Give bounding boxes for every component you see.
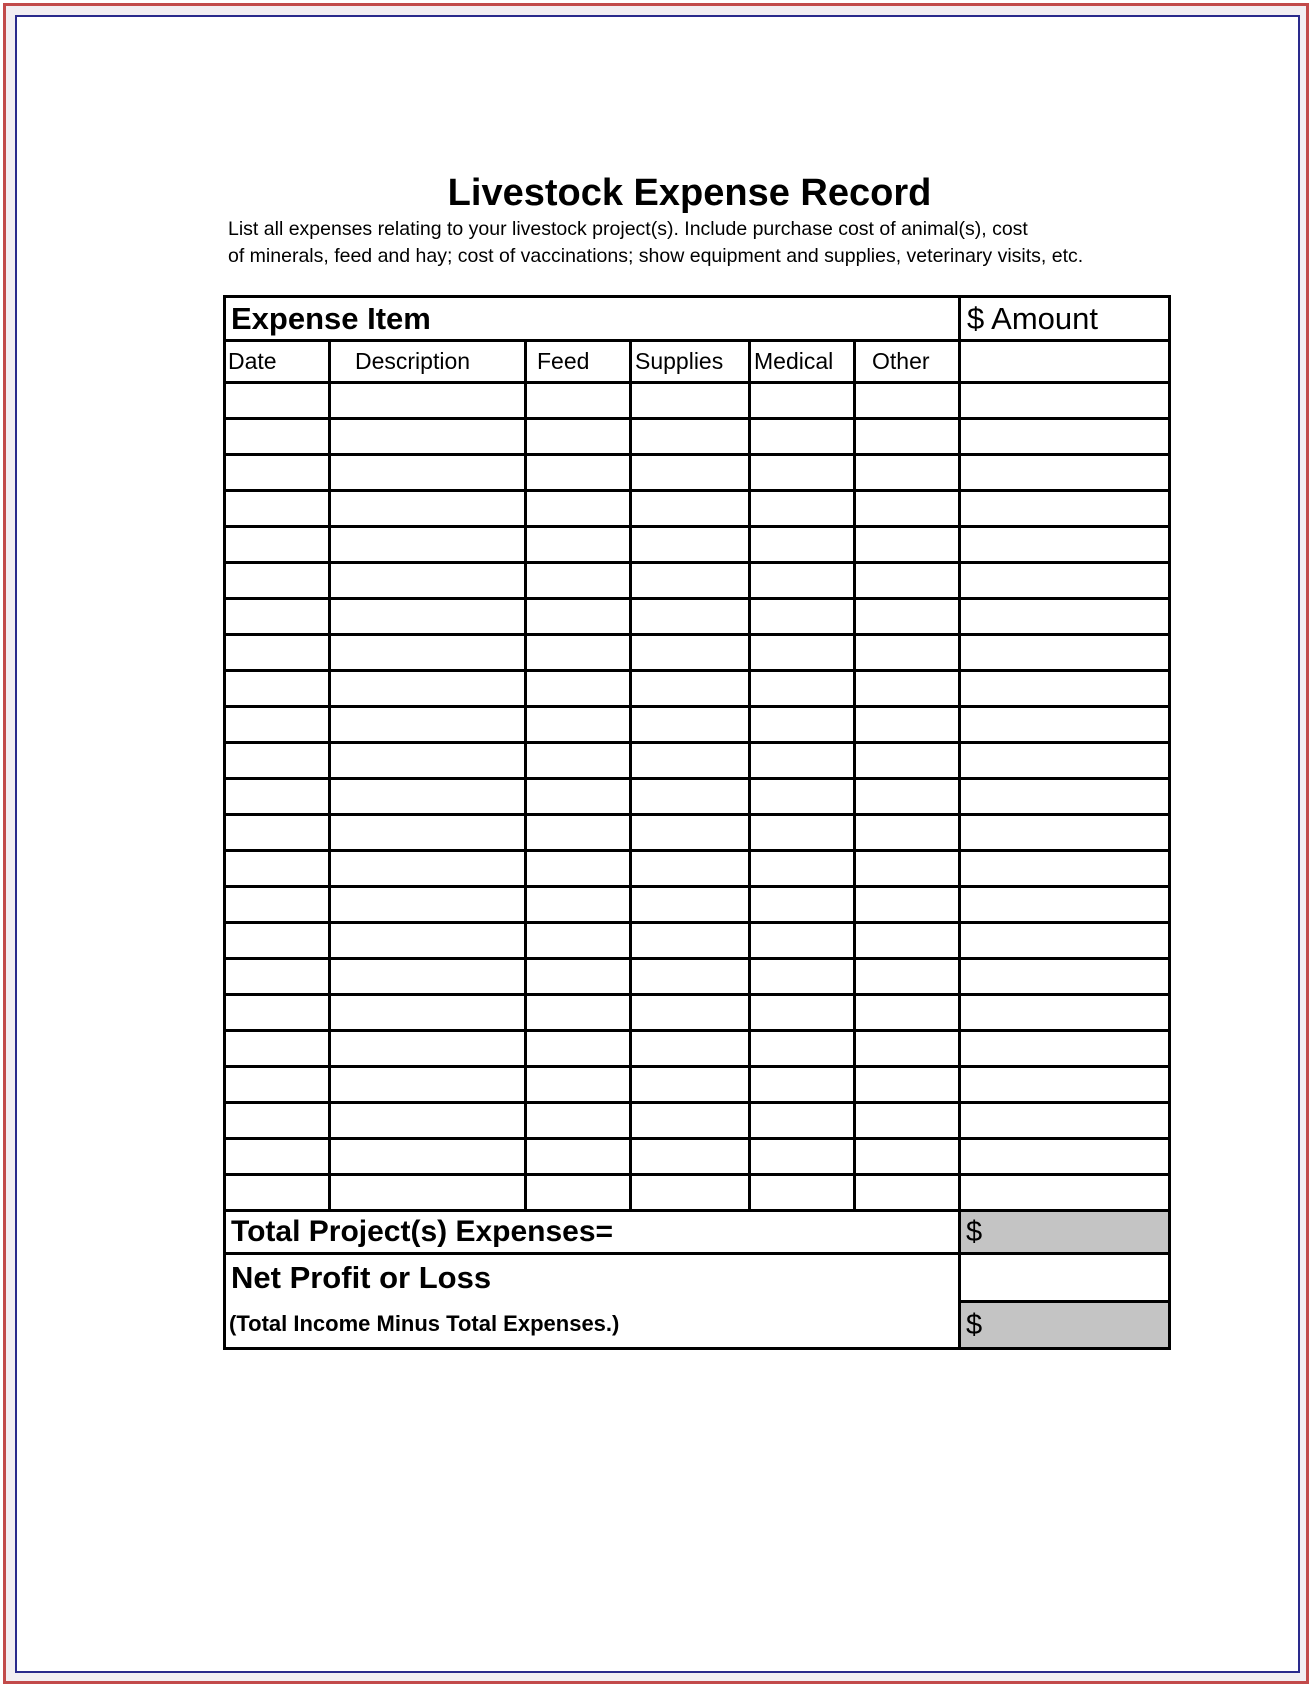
cell-feed[interactable] [526,455,631,491]
cell-medical[interactable] [750,923,855,959]
cell-other[interactable] [855,419,960,455]
cell-amount[interactable] [960,419,1170,455]
cell-description[interactable] [330,455,526,491]
cell-supplies[interactable] [631,959,750,995]
cell-feed[interactable] [526,491,631,527]
column-header-row [225,341,1170,383]
cell-description[interactable] [330,1175,526,1211]
cell-other[interactable] [855,707,960,743]
cell-feed[interactable] [526,851,631,887]
cell-supplies[interactable] [631,419,750,455]
cell-amount[interactable] [960,491,1170,527]
cell-description[interactable] [330,707,526,743]
cell-description[interactable] [330,1103,526,1139]
cell-feed[interactable] [526,635,631,671]
cell-other[interactable] [855,887,960,923]
cell-description[interactable] [330,419,526,455]
table-row [225,671,1170,707]
cell-other[interactable] [855,527,960,563]
cell-other[interactable] [855,1067,960,1103]
cell-date[interactable] [225,1103,330,1139]
cell-description[interactable] [330,563,526,599]
table-row [225,923,1170,959]
table-row [225,995,1170,1031]
cell-other[interactable] [855,995,960,1031]
cell-date[interactable] [225,635,330,671]
cell-date[interactable] [225,707,330,743]
table-row [225,599,1170,635]
column-amount [960,341,1170,383]
cell-medical[interactable] [750,419,855,455]
cell-supplies[interactable] [631,635,750,671]
cell-feed[interactable] [526,563,631,599]
cell-amount[interactable] [960,743,1170,779]
cell-other[interactable] [855,599,960,635]
cell-feed[interactable] [526,959,631,995]
cell-medical[interactable] [750,995,855,1031]
cell-feed[interactable] [526,527,631,563]
cell-date[interactable] [225,815,330,851]
expense-item-header: Expense Item [225,297,960,341]
cell-date[interactable] [225,1067,330,1103]
cell-medical[interactable] [750,563,855,599]
header-row [225,297,1170,341]
instructions-line-2: of minerals, feed and hay; cost of vaccinations; show equipment and supplies, veterinary visits, etc. [228,245,1084,267]
amount-header: $ Amount [960,297,1170,341]
table-row [225,743,1170,779]
cell-feed[interactable] [526,671,631,707]
cell-supplies[interactable] [631,1175,750,1211]
table-row [225,851,1170,887]
cell-other[interactable] [855,923,960,959]
cell-description[interactable] [330,1031,526,1067]
cell-medical[interactable] [750,959,855,995]
cell-supplies[interactable] [631,995,750,1031]
cell-feed[interactable] [526,707,631,743]
cell-description[interactable] [330,1067,526,1103]
cell-description[interactable] [330,671,526,707]
cell-date[interactable] [225,455,330,491]
net-profit-spacer [960,1254,1170,1302]
cell-feed[interactable] [526,779,631,815]
net-profit-label: Net Profit or Loss [225,1254,960,1302]
cell-feed[interactable] [526,995,631,1031]
cell-amount[interactable] [960,671,1170,707]
cell-description[interactable] [330,959,526,995]
cell-date[interactable] [225,491,330,527]
cell-other[interactable] [855,1175,960,1211]
column-feed: Feed [526,341,631,383]
cell-date[interactable] [225,563,330,599]
cell-amount[interactable] [960,707,1170,743]
cell-supplies[interactable] [631,671,750,707]
cell-date[interactable] [225,1031,330,1067]
cell-date[interactable] [225,383,330,419]
cell-supplies[interactable] [631,491,750,527]
table-row [225,563,1170,599]
cell-date[interactable] [225,419,330,455]
cell-supplies[interactable] [631,1103,750,1139]
cell-date[interactable] [225,1175,330,1211]
cell-description[interactable] [330,923,526,959]
cell-description[interactable] [330,887,526,923]
cell-other[interactable] [855,455,960,491]
cell-supplies[interactable] [631,743,750,779]
cell-amount[interactable] [960,815,1170,851]
cell-medical[interactable] [750,383,855,419]
cell-amount[interactable] [960,851,1170,887]
cell-other[interactable] [855,635,960,671]
cell-amount[interactable] [960,599,1170,635]
table-row [225,1067,1170,1103]
cell-date[interactable] [225,671,330,707]
net-profit-amount[interactable]: $ [960,1302,1170,1349]
cell-amount[interactable] [960,995,1170,1031]
column-date: Date [225,341,330,383]
cell-amount[interactable] [960,1067,1170,1103]
cell-description[interactable] [330,779,526,815]
cell-feed[interactable] [526,1067,631,1103]
cell-supplies[interactable] [631,851,750,887]
column-other: Other [855,341,960,383]
cell-medical[interactable] [750,491,855,527]
table-row [225,1103,1170,1139]
cell-description[interactable] [330,383,526,419]
cell-amount[interactable] [960,923,1170,959]
cell-other[interactable] [855,851,960,887]
cell-other[interactable] [855,959,960,995]
cell-amount[interactable] [960,455,1170,491]
total-expenses-label: Total Project(s) Expenses= [225,1211,960,1254]
cell-amount[interactable] [960,635,1170,671]
cell-feed[interactable] [526,1031,631,1067]
cell-supplies[interactable] [631,779,750,815]
cell-supplies[interactable] [631,923,750,959]
cell-medical[interactable] [750,1031,855,1067]
cell-supplies[interactable] [631,707,750,743]
table-row [225,959,1170,995]
net-row [225,1254,1170,1302]
cell-supplies[interactable] [631,1031,750,1067]
cell-date[interactable] [225,923,330,959]
cell-medical[interactable] [750,779,855,815]
cell-other[interactable] [855,383,960,419]
cell-medical[interactable] [750,527,855,563]
cell-other[interactable] [855,563,960,599]
table-row [225,527,1170,563]
cell-other[interactable] [855,671,960,707]
cell-supplies[interactable] [631,1139,750,1175]
table-row [225,419,1170,455]
cell-feed[interactable] [526,923,631,959]
instructions-line-1: List all expenses relating to your livestock project(s). Include purchase cost of animal(s), cost [228,218,1028,240]
cell-amount[interactable] [960,563,1170,599]
page-title: Livestock Expense Record [447,172,932,214]
cell-feed[interactable] [526,815,631,851]
column-description: Description [330,341,526,383]
table-row [225,1175,1170,1211]
table-row [225,707,1170,743]
cell-description[interactable] [330,527,526,563]
cell-medical[interactable] [750,707,855,743]
total-expenses-amount[interactable]: $ [960,1211,1170,1254]
cell-medical[interactable] [750,1067,855,1103]
cell-amount[interactable] [960,1031,1170,1067]
cell-date[interactable] [225,851,330,887]
cell-supplies[interactable] [631,815,750,851]
cell-feed[interactable] [526,599,631,635]
cell-description[interactable] [330,599,526,635]
cell-feed[interactable] [526,743,631,779]
cell-feed[interactable] [526,1139,631,1175]
cell-feed[interactable] [526,1175,631,1211]
net-sub-row [225,1302,1170,1349]
cell-medical[interactable] [750,743,855,779]
cell-feed[interactable] [526,1103,631,1139]
cell-amount[interactable] [960,1175,1170,1211]
table-row [225,1031,1170,1067]
cell-medical[interactable] [750,815,855,851]
cell-supplies[interactable] [631,887,750,923]
column-supplies: Supplies [631,341,750,383]
cell-description[interactable] [330,1139,526,1175]
cell-date[interactable] [225,995,330,1031]
cell-medical[interactable] [750,455,855,491]
cell-other[interactable] [855,1031,960,1067]
cell-feed[interactable] [526,887,631,923]
cell-amount[interactable] [960,1139,1170,1175]
table-row [225,383,1170,419]
net-profit-formula: (Total Income Minus Total Expenses.) [225,1302,960,1349]
cell-description[interactable] [330,995,526,1031]
table-row [225,815,1170,851]
cell-supplies[interactable] [631,599,750,635]
cell-medical[interactable] [750,1175,855,1211]
cell-description[interactable] [330,815,526,851]
cell-feed[interactable] [526,419,631,455]
cell-medical[interactable] [750,1103,855,1139]
cell-date[interactable] [225,779,330,815]
cell-amount[interactable] [960,959,1170,995]
instructions [228,216,1188,270]
cell-medical[interactable] [750,635,855,671]
cell-amount[interactable] [960,527,1170,563]
cell-description[interactable] [330,743,526,779]
cell-other[interactable] [855,743,960,779]
expense-table [223,295,1171,1350]
cell-medical[interactable] [750,1139,855,1175]
cell-other[interactable] [855,779,960,815]
cell-amount[interactable] [960,887,1170,923]
cell-other[interactable] [855,815,960,851]
cell-supplies[interactable] [631,383,750,419]
table-row [225,635,1170,671]
cell-date[interactable] [225,1139,330,1175]
cell-amount[interactable] [960,779,1170,815]
cell-amount[interactable] [960,383,1170,419]
cell-other[interactable] [855,1139,960,1175]
table-row [225,779,1170,815]
column-medical: Medical [750,341,855,383]
cell-supplies[interactable] [631,563,750,599]
cell-supplies[interactable] [631,455,750,491]
table-row [225,455,1170,491]
cell-medical[interactable] [750,671,855,707]
cell-feed[interactable] [526,383,631,419]
cell-date[interactable] [225,743,330,779]
cell-medical[interactable] [750,851,855,887]
cell-other[interactable] [855,1103,960,1139]
cell-amount[interactable] [960,1103,1170,1139]
cell-description[interactable] [330,491,526,527]
total-row [225,1211,1170,1254]
cell-other[interactable] [855,491,960,527]
table-row [225,887,1170,923]
cell-supplies[interactable] [631,1067,750,1103]
cell-date[interactable] [225,599,330,635]
cell-date[interactable] [225,959,330,995]
table-row [225,1139,1170,1175]
cell-medical[interactable] [750,887,855,923]
cell-date[interactable] [225,887,330,923]
cell-date[interactable] [225,527,330,563]
cell-description[interactable] [330,635,526,671]
cell-medical[interactable] [750,599,855,635]
cell-supplies[interactable] [631,527,750,563]
table-row [225,491,1170,527]
cell-description[interactable] [330,851,526,887]
